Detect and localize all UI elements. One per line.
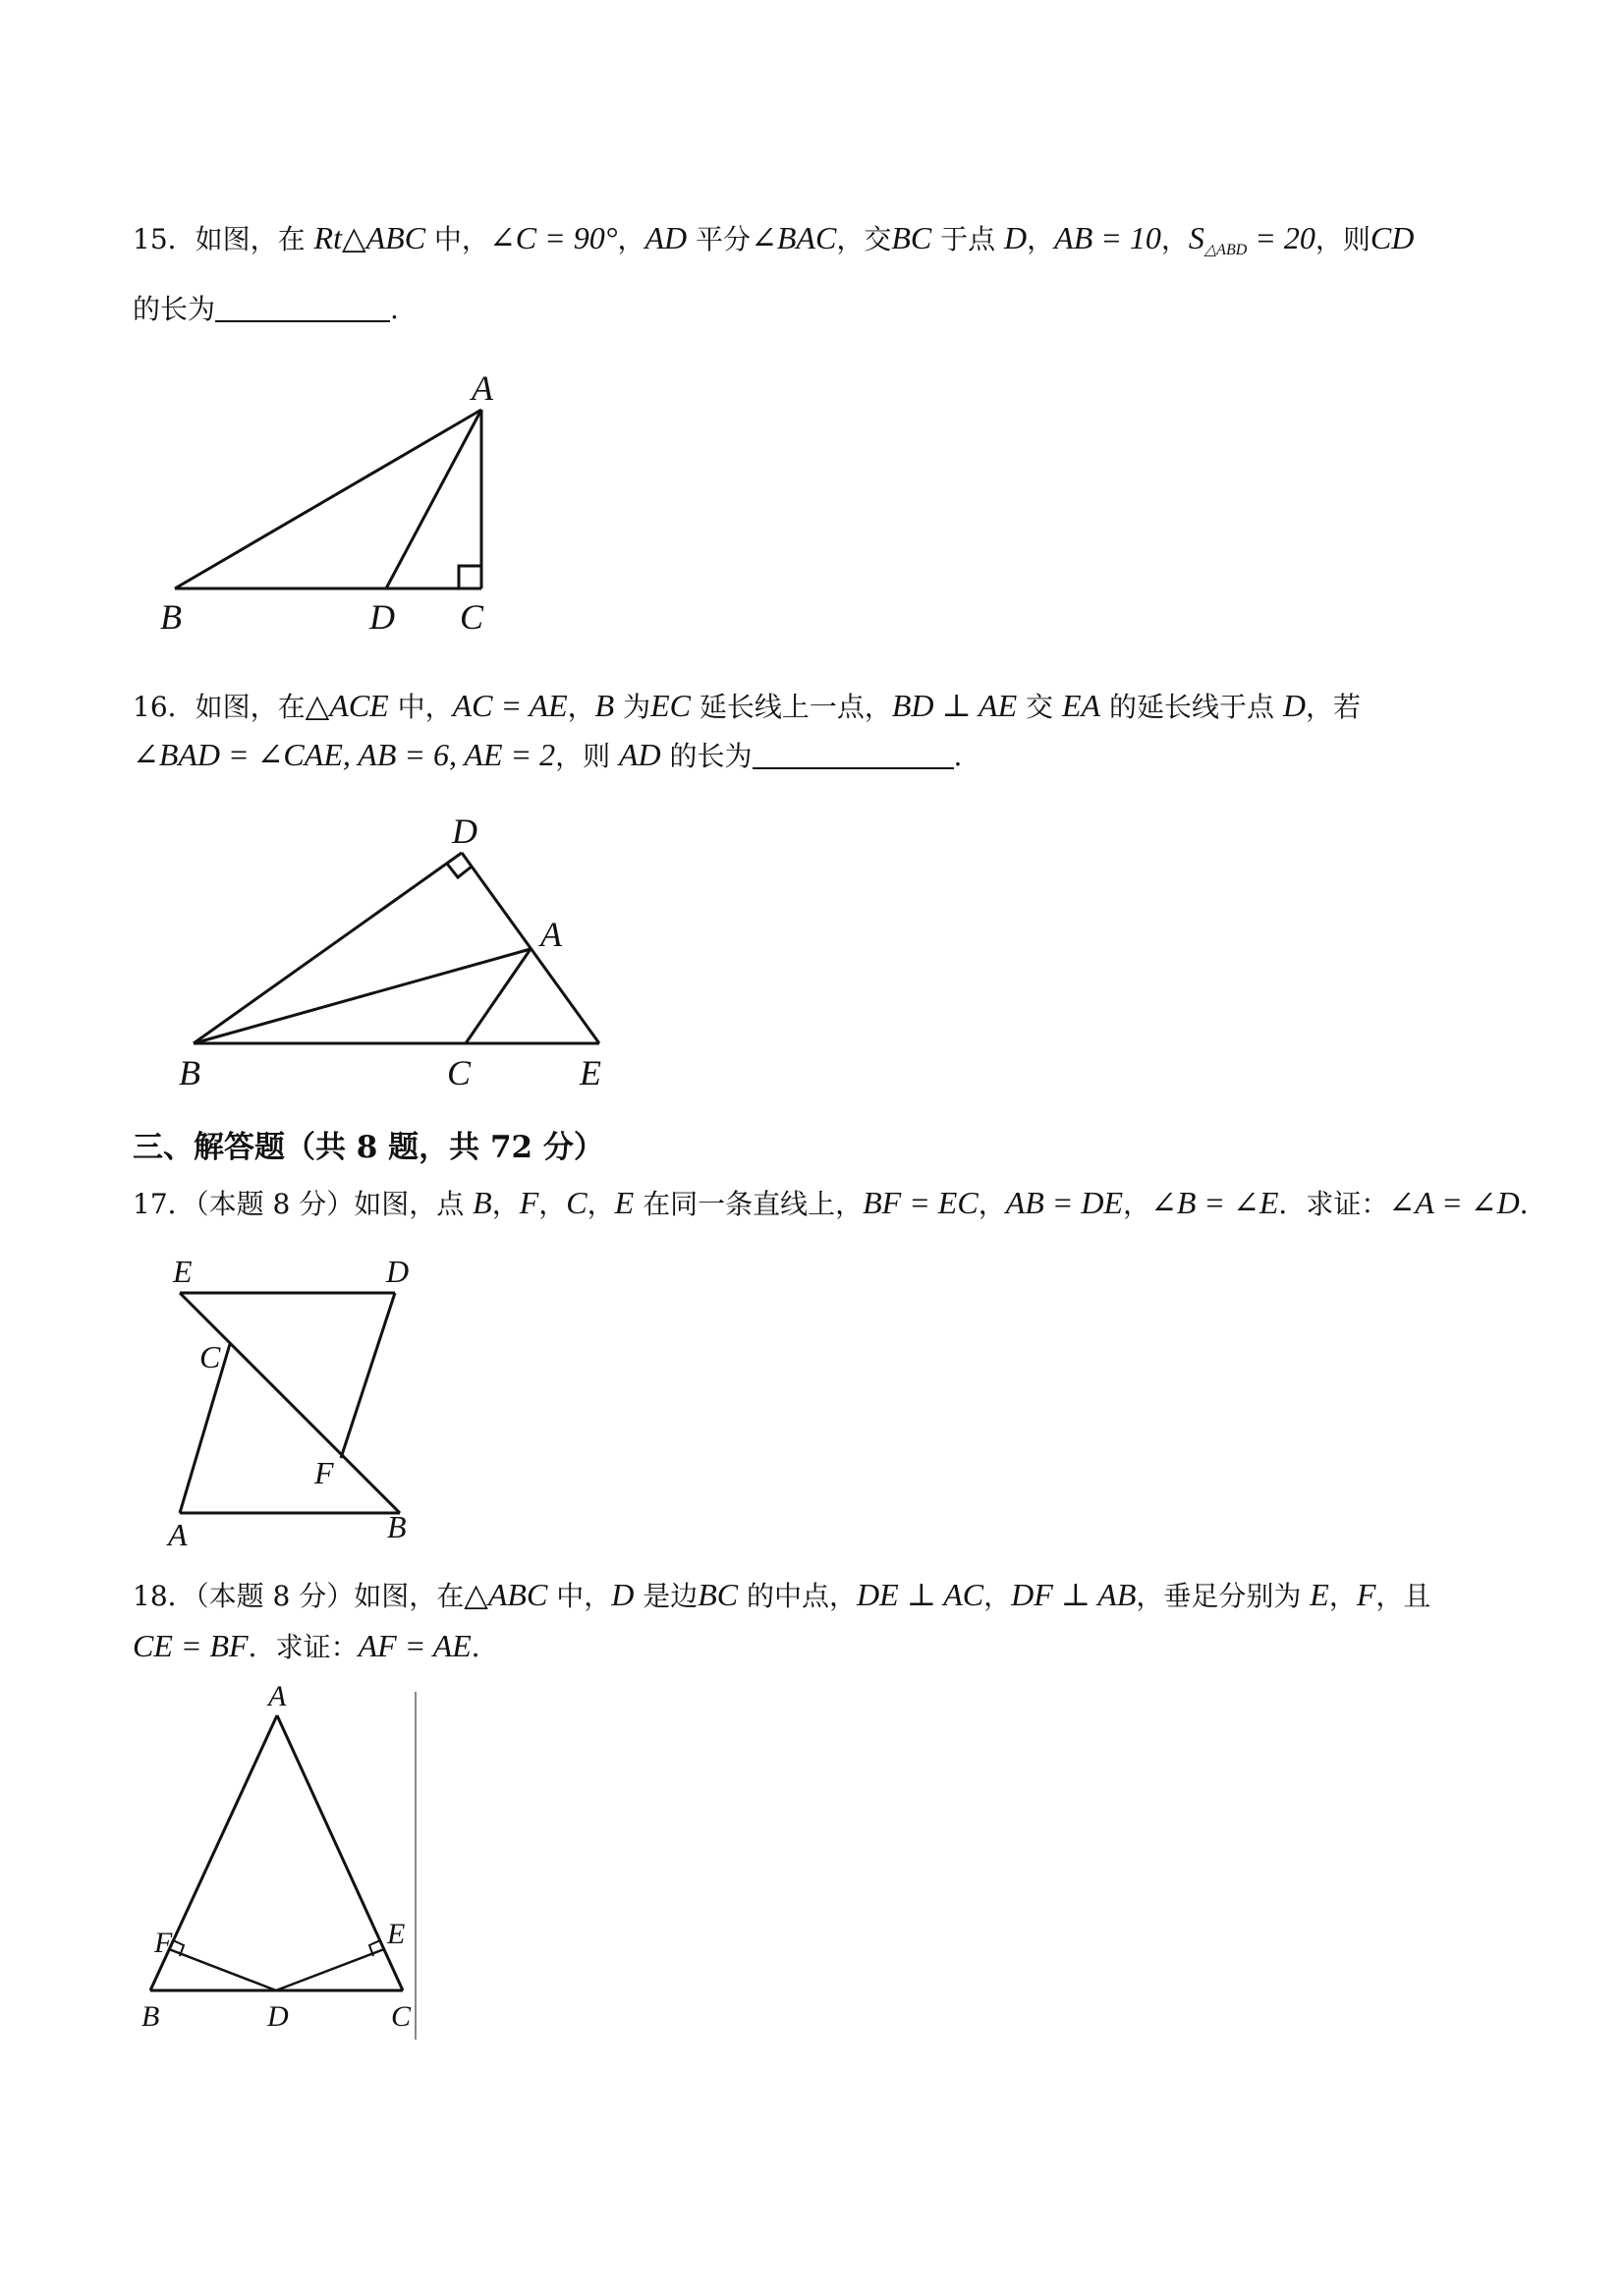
q18-text: ， <box>983 1580 1012 1612</box>
q15-math: = 20 <box>1247 220 1315 255</box>
q18-math: △ABC <box>464 1577 548 1612</box>
q15-text: ，交 <box>836 223 892 255</box>
q18-number: 18． <box>133 1580 196 1612</box>
q17-text: ， <box>978 1188 1006 1220</box>
q16-text: 的延长线于点 <box>1100 691 1283 723</box>
q16-math: B <box>594 688 615 723</box>
section-heading: 三、解答题（共 8 题，共 72 分） <box>133 1130 604 1165</box>
q15-math: ∠BAC <box>751 220 837 255</box>
q18-math: D <box>611 1577 635 1612</box>
q16-text: ，若 <box>1305 691 1361 723</box>
q17-math: ∠B = ∠E <box>1150 1185 1279 1220</box>
q16-label-e: E <box>580 1053 601 1092</box>
q18-text: ， <box>1328 1580 1357 1612</box>
q16-label-b: B <box>179 1053 200 1092</box>
q17-text: （本题 8 分）如图，点 <box>195 1188 474 1220</box>
q15-label-d: D <box>369 597 395 637</box>
q18-math: F <box>1356 1577 1376 1612</box>
q15-text: 平分 <box>687 223 752 255</box>
q15-text: ，则 <box>1315 223 1371 255</box>
q15-text: 中， <box>425 223 489 255</box>
q18-text: 的中点， <box>738 1580 858 1612</box>
q18-label-a: A <box>268 1680 287 1712</box>
q16-text: 延长线上一点， <box>690 691 892 723</box>
q17-math: F <box>519 1185 539 1220</box>
q16-text: . <box>953 740 963 772</box>
q18-text: 是边 <box>634 1580 699 1612</box>
q18-label-f: F <box>154 1927 173 1959</box>
q18-text: ．求证： <box>248 1631 359 1663</box>
q17-label-a: A <box>168 1517 188 1552</box>
q16-text: 如图，在 <box>195 691 306 723</box>
q18-text: 中， <box>547 1580 612 1612</box>
q17-text: ， <box>1123 1188 1151 1220</box>
q16-text: ，则 <box>555 740 619 772</box>
q16-math: ∠BAD = ∠CAE, AB = 6, AE = 2 <box>133 737 556 772</box>
q16-label-d: D <box>452 812 477 851</box>
q16-math: EA <box>1061 688 1101 723</box>
q15-math: CD <box>1370 220 1415 255</box>
q16-math: △ACE <box>305 688 389 723</box>
q17-text: ， <box>587 1188 615 1220</box>
q18-text: ，且 <box>1375 1580 1431 1612</box>
q15-math: ∠C = 90° <box>488 220 618 255</box>
q18-label-c: C <box>391 2000 412 2033</box>
q16-math: BD ⊥ AE <box>891 688 1018 723</box>
q15-math: BC <box>891 220 932 255</box>
q15-text: 于点 <box>931 223 1005 255</box>
q18-math: DF ⊥ AB <box>1011 1577 1137 1612</box>
q17-label-f: F <box>314 1455 334 1490</box>
q17-number: 17． <box>133 1188 196 1220</box>
q15-math: D <box>1004 220 1028 255</box>
q15-text: ， <box>1027 223 1055 255</box>
q18-text: （本题 8 分）如图，在 <box>195 1580 465 1612</box>
q18-label-b: B <box>141 2000 160 2033</box>
q17-label-d: D <box>386 1254 410 1289</box>
q17-math: C <box>566 1185 588 1220</box>
q17-text: ． <box>1519 1188 1547 1220</box>
q17-text: ， <box>491 1188 520 1220</box>
q17-text: 在同一条直线上， <box>634 1188 864 1220</box>
q17-math: E <box>614 1185 635 1220</box>
q15-label-a: A <box>472 368 493 408</box>
q16-math: AD <box>618 737 661 772</box>
q15-math: S <box>1188 220 1204 255</box>
q18-math: E <box>1310 1577 1329 1612</box>
q16-label-a: A <box>540 915 562 954</box>
q16-math: AC = AE <box>452 688 568 723</box>
q15-text: . <box>390 293 399 325</box>
q18-label-e: E <box>387 1918 406 1950</box>
q15-text: 的长为 <box>133 293 216 325</box>
q17-label-e: E <box>173 1254 193 1289</box>
q15-label-b: B <box>160 597 182 637</box>
q15-text: ， <box>617 223 645 255</box>
q17-math: ∠A = ∠D <box>1388 1185 1520 1220</box>
q18-math: CE = BF <box>133 1628 249 1663</box>
q16-text: 为 <box>614 691 651 723</box>
q17-math: B <box>473 1185 492 1220</box>
q15-math: AD <box>644 220 688 255</box>
q18-math: AF = AE <box>358 1628 472 1663</box>
q16-math: EC <box>650 688 691 723</box>
q18-math: BC <box>698 1577 739 1612</box>
q16-math: D <box>1282 688 1306 723</box>
q18-text: ． <box>471 1631 499 1663</box>
q17-text: ．求证： <box>1278 1188 1389 1220</box>
q16-text: 的长为 <box>660 740 753 772</box>
q17-text: ， <box>538 1188 567 1220</box>
q15-text: 如图，在 <box>195 223 314 255</box>
q17-math: BF = EC <box>863 1185 979 1220</box>
q18-math: DE ⊥ AC <box>857 1577 984 1612</box>
q16-label-c: C <box>447 1053 472 1092</box>
q16-number: 16． <box>133 691 196 723</box>
q17-math: AB = DE <box>1005 1185 1124 1220</box>
q15-number: 15． <box>133 223 196 255</box>
q16-text: 中， <box>388 691 453 723</box>
q16-text: 交 <box>1017 691 1062 723</box>
q15-label-c: C <box>460 597 484 637</box>
q15-math: Rt△ABC <box>313 220 426 255</box>
q15-subscript: △ABD <box>1203 242 1248 258</box>
q15-text: ， <box>1160 223 1189 255</box>
q17-label-c: C <box>199 1339 221 1374</box>
q18-text: ，垂足分别为 <box>1136 1580 1311 1612</box>
q18-label-d: D <box>267 2000 289 2033</box>
q16-text: ， <box>567 691 595 723</box>
q15-math: AB = 10 <box>1054 220 1161 255</box>
q17-label-b: B <box>387 1509 407 1544</box>
